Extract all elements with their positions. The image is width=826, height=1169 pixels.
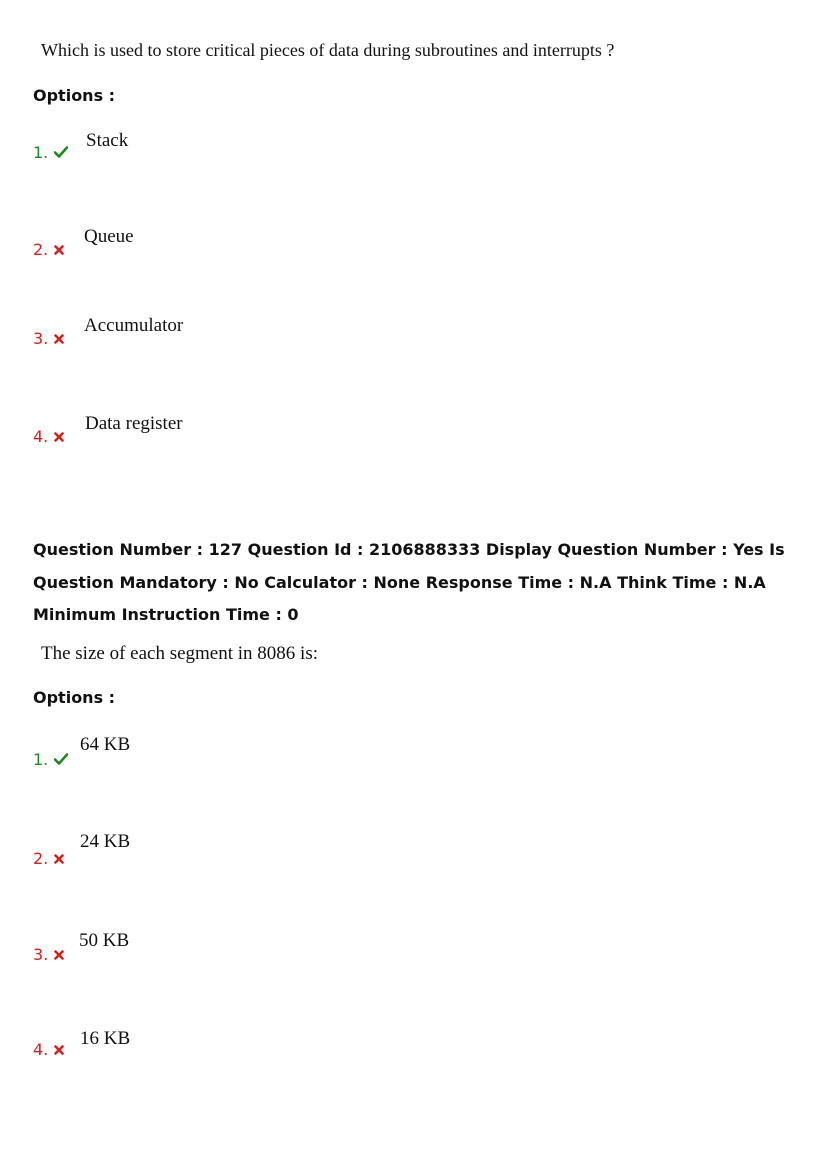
option-number-label: 2.	[33, 240, 49, 259]
option-text: Stack	[86, 130, 129, 151]
check-icon	[54, 750, 68, 769]
option-text: 24 KB	[80, 831, 131, 852]
option-text: Accumulator	[84, 315, 184, 336]
option-number	[33, 427, 64, 446]
option-number	[33, 750, 68, 769]
option-number	[33, 849, 64, 868]
option-number-label: 2.	[33, 849, 49, 868]
cross-icon	[54, 240, 64, 259]
cross-icon	[54, 427, 64, 446]
question-meta-info: Question Number : 127 Question Id : 2106888333 Display Question Number : Yes Is Question Mandatory : No Calculator : None Response Time : N.A Think Time : N.A Minimum Instruction Time : 0	[33, 540, 785, 624]
check-icon	[54, 143, 68, 162]
cross-icon	[54, 329, 64, 348]
options-label: Options :	[33, 688, 116, 707]
cross-icon	[54, 1040, 64, 1059]
option-number	[33, 1040, 64, 1059]
option-text: Queue	[84, 226, 134, 247]
option-number-label: 3.	[33, 329, 49, 348]
option-number-label: 1.	[33, 143, 49, 162]
cross-icon	[54, 849, 64, 868]
question-text: The size of each segment in 8086 is:	[41, 643, 319, 664]
option-text: 16 KB	[80, 1028, 131, 1049]
options-label: Options :	[33, 86, 116, 105]
option-number-label: 3.	[33, 945, 49, 964]
option-number	[33, 329, 64, 348]
option-number	[33, 143, 68, 162]
option-number-label: 1.	[33, 750, 49, 769]
option-number-label: 4.	[33, 1040, 49, 1059]
option-number	[33, 945, 64, 964]
cross-icon	[54, 945, 64, 964]
option-number	[33, 240, 64, 259]
option-text: Data register	[85, 413, 183, 434]
option-number-label: 4.	[33, 427, 49, 446]
question-text: Which is used to store critical pieces of data during subroutines and interrupts ?	[41, 40, 615, 60]
option-text: 50 KB	[79, 930, 130, 951]
option-text: 64 KB	[80, 734, 131, 755]
